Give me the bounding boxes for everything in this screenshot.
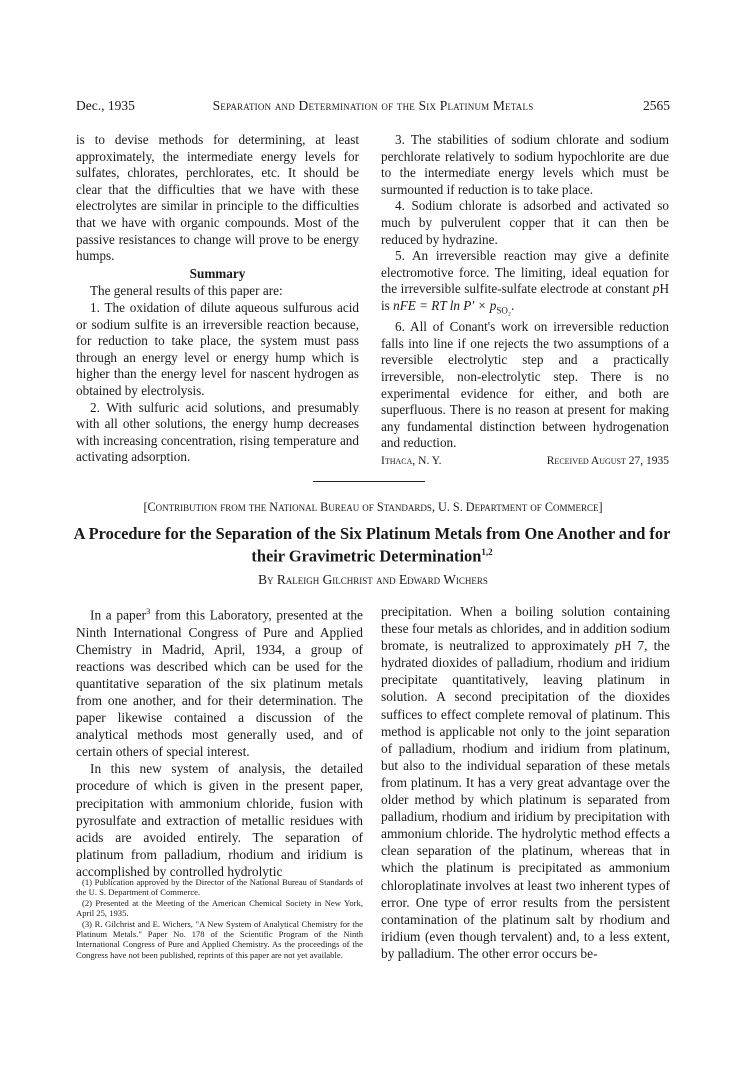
summary-item-4: 4. Sodium chlorate is adsorbed and activated so much by pulverulent copper that it can then be reduced by hydrazine. [381, 198, 669, 247]
dateline-place: Ithaca, N. Y. [381, 454, 442, 467]
page-number: 2565 [643, 98, 670, 113]
summary-item-5 [381, 248, 669, 319]
item5-ph-p: p [652, 281, 660, 297]
item5-text-b: H is [381, 281, 670, 313]
footnote-ref-3: 3 [146, 606, 151, 616]
item5-text: 5. An irreversible reaction may give a definite electromotive force. The limiting, ideal equation for the irreversible sulfite-sulfate electrode at constant [381, 248, 669, 297]
previous-article-right-column [381, 132, 669, 470]
footnote-3: (3) R. Gilchrist and E. Wichers, "A New System of Analytical Chemistry for the Platinum Metals." Paper No. 178 of the Scientific Program of the Ninth International Congress of Pure and Applied Chemistry. As the proceedings of the Congress have not been published, reprints of this paper are not yet available. [76, 918, 363, 960]
header-running-title: Separation and Determination of the Six Platinum Metals [212, 98, 534, 113]
footnote-1: (1) Publication approved by the Director of the National Bureau of Standards of the U. S. Department of Commerce. [76, 877, 363, 898]
title-footnote-marker: 1,2 [481, 547, 493, 557]
electrode-equation: nFE = RT ln P′ × p [393, 297, 497, 313]
section-divider [313, 481, 425, 482]
system-paragraph: In this new system of analysis, the detailed procedure of which is given in the present paper, precipitation with ammonium chloride, fusion with pyrosulfate and extraction of metallic residues with acids are avoided entirely. The separation of platinum from palladium, rhodium and iridium is accomplished by controlled hydrolytic [76, 761, 363, 879]
ph-p: p [614, 638, 622, 654]
contribution-line: [Contribution from the National Bureau of Standards, U. S. Department of Commerce] [143, 500, 603, 514]
closing-paragraph: is to devise methods for determining, at least approximately, the intermediate energy levels for sulfates, chlorates, perchlorates, etc. It should be clear that the difficulties that we have with these electrolytes are similar in principle to the difficulties that we have with organic compounds. Most of the passive resistances to change will prove to be energy humps. [76, 132, 359, 264]
title-line-2: their Gravimetric Determination [251, 546, 482, 566]
summary-intro: The general results of this paper are: [90, 283, 283, 299]
intro-text-b: from this Laboratory, presented at the Ninth International Congress of Pure and Applied Chemistry in Madrid, April, 1934, a group of reactions was described which can be used for the quantitative separation of the six platinum metals from one another, and for their determination. The paper likewise contained a discussion of the analytical methods most generally used, and of certain others of special interest. [76, 607, 364, 760]
summary-item-2: 2. With sulfuric acid solutions, and presumably with all other solutions, the energy hump decreases with increasing concentration, rising temperature and activating adsorption. [76, 399, 359, 465]
header-date: Dec., 1935 [76, 98, 135, 113]
author-byline: By Raleigh Gilchrist and Edward Wichers [258, 572, 488, 587]
footnote-2: (2) Presented at the Meeting of the American Chemical Society in New York, April 25, 1935. [76, 897, 363, 919]
article-left-column [76, 603, 363, 880]
title-line-1: A Procedure for the Separation of the Six Platinum Metals from One Another and for [73, 524, 671, 543]
dateline-received: Received August 27, 1935 [546, 454, 669, 467]
hydrolysis-text-a: precipitation. When a boiling solution containing these four metals as chlorides, and in addition sodium bromate, is neutralized to approximately [381, 604, 670, 654]
intro-paragraph [76, 603, 363, 760]
previous-article-left-column [76, 132, 359, 466]
hydrolysis-paragraph [381, 603, 670, 962]
intro-text-a: In a paper [90, 607, 147, 623]
dateline [381, 453, 669, 470]
article-title [72, 524, 672, 565]
hydrolysis-text-b: H 7, the hydrated dioxides of palladium, rhodium and iridium precipitate quantitatively, leaving platinum in solution. A second precipitation of the dioxides suffices to effect complete removal of platinum. This method is applicable not only to the joint separation of palladium, rhodium and iridium from platinum, but also to the individual separation of these metals from platinum. It has a very great advantage over the older method by which platinum is separated from palladium, rhodium and iridium by precipitation with ammonium chloride. The hydrolytic method effects a clean separation of the platinum, whereas that in which the platinum is precipitated as ammonium chloroplatinate involves at least two inherent types of error. One type of error results from the persistent contamination of the platinum salt by rhodium and iridium (even though tervalent) and, to a less extent, by palladium. The other error occurs be- [381, 638, 670, 961]
summary-item-1: 1. The oxidation of dilute aqueous sulfurous acid or sodium sulfite is an irreversible reaction because, for reduction to take place, the system must pass through an energy level or energy hump which is higher than the energy level for nascent hydrogen as obtained by electrolysis. [76, 299, 359, 398]
summary-item-3: 3. The stabilities of sodium chlorate and sodium perchlorate relatively to sodium hypochlorite are due to the intermediate energy levels which must be surmounted if reduction is to take place. [381, 132, 669, 197]
summary-heading: Summary [189, 265, 246, 281]
article-right-column [381, 603, 670, 962]
item5-end: . [510, 297, 515, 313]
summary-item-6: 6. All of Conant's work on irreversible reduction falls into line if one rejects the two assumptions of a reversible electrolytic step and a practically irreversible, non-electrolytic step. There is no experimental evidence for either, and both are superfluous. There is no reason at present for making any fundamental distinction between hydrogenation and reduction. [381, 319, 669, 451]
footnotes [76, 877, 363, 960]
equation-subscript: SO₂ [496, 305, 511, 316]
